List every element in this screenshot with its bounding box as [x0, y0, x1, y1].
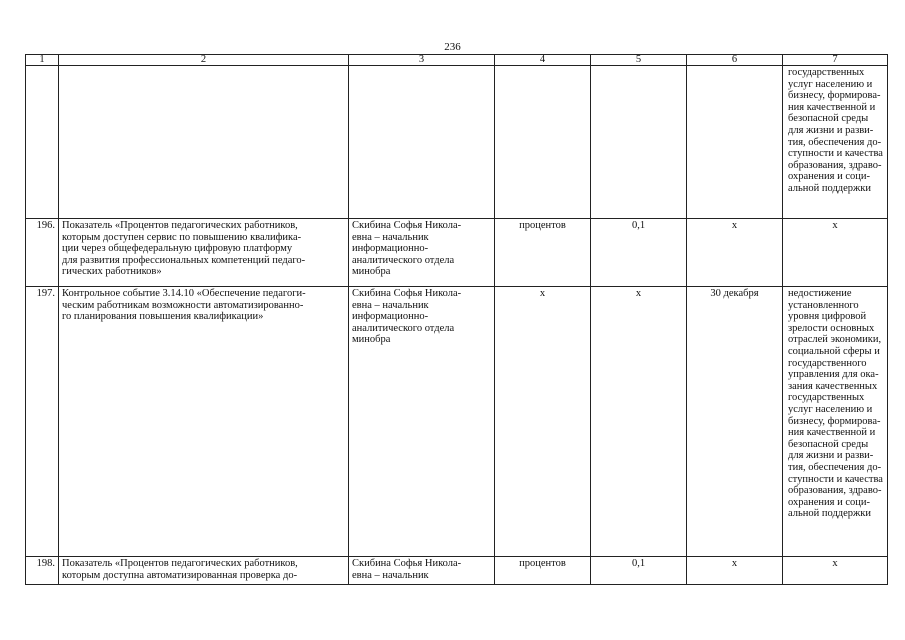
resp-line: минобра [352, 266, 391, 278]
row-description [59, 557, 349, 585]
row-unit: процентов [495, 557, 591, 585]
resp-line: евна – начальник [352, 231, 429, 243]
table-row-197 [26, 287, 888, 557]
carryover-desc-cell [59, 66, 349, 219]
header-col-4: 4 [495, 55, 591, 66]
desc-line: которым доступен сервис по повышению квалифика- [62, 231, 302, 243]
risk-line: государственных [788, 392, 865, 404]
risk-line: ния качественной и [788, 427, 876, 439]
resp-line: информационно- [352, 311, 429, 323]
risk-line: бизнесу, формирова- [788, 415, 881, 427]
row-deadline: х [687, 219, 783, 287]
risk-line: х [832, 220, 838, 231]
header-col-1: 1 [26, 55, 59, 66]
risk-line: тия, обеспечения до- [788, 136, 882, 148]
row-responsible [349, 557, 495, 585]
risk-line: бизнесу, формирова- [788, 90, 881, 102]
row-risk [783, 287, 888, 557]
row-value: 0,1 [591, 219, 687, 287]
header-col-3: 3 [349, 55, 495, 66]
row-unit: х [495, 287, 591, 557]
row-value: х [591, 287, 687, 557]
plan-table [25, 54, 888, 585]
desc-line: гических работников» [62, 266, 162, 278]
risk-line: охранения и соци- [788, 171, 871, 183]
carryover-unit-cell [495, 66, 591, 219]
resp-line: Скибина Софья Никола- [352, 220, 462, 231]
risk-line: услуг населению и [788, 78, 873, 90]
desc-line: которым доступна автоматизированная проверка до- [62, 569, 298, 581]
carryover-num-cell [26, 66, 59, 219]
risk-line: ступности и качества [788, 148, 883, 160]
risk-line: для жизни и разви- [788, 450, 874, 462]
risk-line: охранения и соци- [788, 496, 871, 508]
risk-line: установленного [788, 299, 859, 311]
risk-line: зания качественных [788, 380, 878, 392]
row-number: 196. [26, 219, 59, 287]
desc-line: Контрольное событие 3.14.10 «Обеспечение педагоги- [62, 288, 306, 299]
risk-line: отраслей экономики, [788, 334, 882, 346]
risk-line: х [832, 558, 838, 569]
resp-line: минобра [352, 334, 391, 346]
risk-line: безопасной среды [788, 113, 869, 125]
row-deadline: х [687, 557, 783, 585]
desc-line: Показатель «Процентов педагогических работников, [62, 220, 298, 231]
carryover-deadline-cell [687, 66, 783, 219]
resp-line: аналитического отдела [352, 322, 455, 334]
risk-line: управления для ока- [788, 369, 879, 381]
resp-line: евна – начальник [352, 299, 429, 311]
desc-line: для развития профессиональных компетенций педаго- [62, 254, 306, 266]
header-col-2: 2 [59, 55, 349, 66]
carryover-risk-cell [783, 66, 888, 219]
risk-line: услуг населению и [788, 403, 873, 415]
row-risk [783, 557, 888, 585]
risk-line: тия, обеспечения до- [788, 461, 882, 473]
row-value: 0,1 [591, 557, 687, 585]
page-number: 236 [444, 41, 461, 53]
risk-line: образования, здраво- [788, 485, 882, 497]
resp-line: евна – начальник [352, 569, 429, 581]
row-number: 197. [26, 287, 59, 557]
row-number: 198. [26, 557, 59, 585]
risk-line: образования, здраво- [788, 159, 882, 171]
row-responsible [349, 219, 495, 287]
risk-line: ступности и качества [788, 473, 883, 485]
risk-line: для жизни и разви- [788, 124, 874, 136]
risk-line: зрелости основных [788, 322, 875, 334]
desc-line: ческим работникам возможности автоматизированно- [62, 299, 304, 311]
risk-line: альной поддержки [788, 508, 872, 520]
header-col-7: 7 [783, 55, 888, 66]
carryover-row [26, 66, 888, 219]
desc-line: ции через общефедеральную цифровую платформу [62, 243, 293, 255]
row-description [59, 287, 349, 557]
risk-line: недостижение [788, 288, 852, 299]
header-col-5: 5 [591, 55, 687, 66]
risk-line: социальной сферы и [788, 345, 880, 357]
table-row-198 [26, 557, 888, 585]
resp-line: Скибина Софья Никола- [352, 288, 462, 299]
row-unit: процентов [495, 219, 591, 287]
row-deadline: 30 декабря [687, 287, 783, 557]
table-row-196 [26, 219, 888, 287]
header-row [26, 55, 888, 66]
risk-line: альной поддержки [788, 182, 872, 194]
resp-line: Скибина Софья Никола- [352, 558, 462, 569]
carryover-resp-cell [349, 66, 495, 219]
header-col-6: 6 [687, 55, 783, 66]
risk-line: безопасной среды [788, 438, 869, 450]
resp-line: аналитического отдела [352, 254, 455, 266]
desc-line: го планирования повышения квалификации» [62, 311, 264, 323]
row-description [59, 219, 349, 287]
risk-line: государственного [788, 357, 867, 369]
desc-line: Показатель «Процентов педагогических работников, [62, 558, 298, 569]
risk-line: государственных [788, 67, 865, 78]
row-responsible [349, 287, 495, 557]
carryover-value-cell [591, 66, 687, 219]
risk-line: уровня цифровой [788, 311, 867, 323]
row-risk [783, 219, 888, 287]
risk-line: ния качественной и [788, 101, 876, 113]
resp-line: информационно- [352, 243, 429, 255]
